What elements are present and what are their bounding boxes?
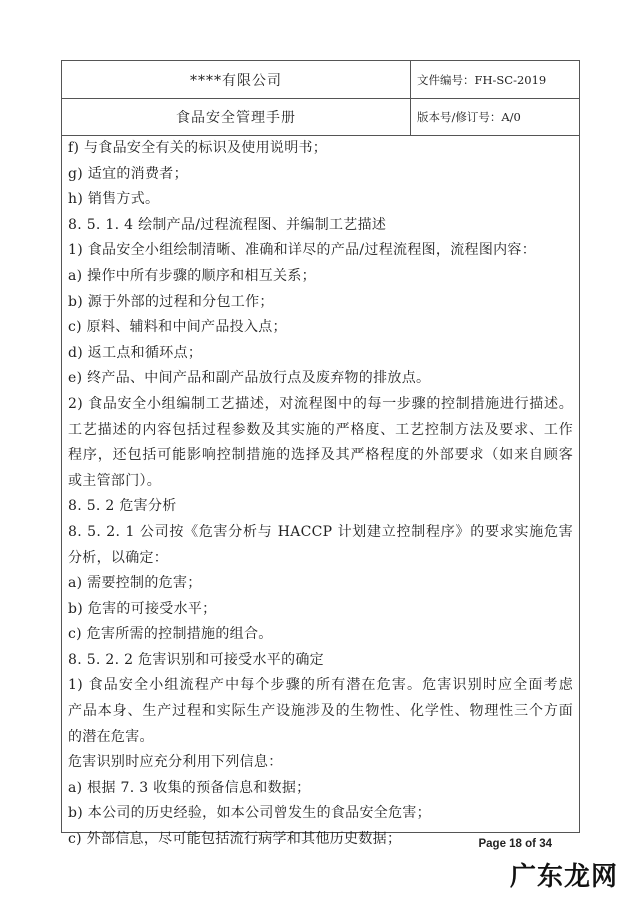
text-line: d) 返工点和循环点； <box>68 344 203 361</box>
page-number: Page 18 of 34 <box>478 838 552 850</box>
document-number: 文件编号：FH-SC-2019 <box>417 72 547 87</box>
header-row-company <box>62 61 579 99</box>
body-text <box>62 136 579 853</box>
text-line: 1) 食品安全小组流程产中每个步骤的所有潜在危害。危害识别时应全面考虑 <box>68 677 573 694</box>
section-heading: 8. 5. 2 危害分析 <box>68 498 177 515</box>
text-line: 程序，还包括可能影响控制措施的选择及其严格程度的外部要求（如来自顾客 <box>68 447 573 464</box>
text-line: h) 销售方式。 <box>68 191 160 208</box>
text-line: e) 终产品、中间产品和副产品放行点及废弃物的排放点。 <box>68 370 431 387</box>
text-line: 1) 食品安全小组绘制清晰、准确和详尽的产品/过程流程图，流程图内容： <box>68 242 537 259</box>
text-line: c) 外部信息，尽可能包括流行病学和其他历史数据； <box>68 831 402 848</box>
text-line: c) 危害所需的控制措施的组合。 <box>68 626 273 643</box>
version-number: 版本号/修订号：A/0 <box>417 109 521 124</box>
text-line: 2) 食品安全小组编制工艺描述，对流程图中的每一步骤的控制措施进行描述。 <box>68 395 573 412</box>
section-heading: 8. 5. 1. 4 绘制产品/过程流程图、并编制工艺描述 <box>68 216 387 233</box>
text-line: 分析，以确定： <box>68 549 169 566</box>
manual-title: 食品安全管理手册 <box>62 98 411 135</box>
text-line: a) 需要控制的危害； <box>68 575 202 592</box>
text-line: 的潜在危害。 <box>68 728 154 745</box>
text-line: b) 源于外部的过程和分包工作； <box>68 293 274 310</box>
header-row-title <box>62 98 579 136</box>
text-line: a) 操作中所有步骤的顺序和相互关系； <box>68 267 316 284</box>
text-line: 或主管部门）。 <box>68 472 162 489</box>
text-line: b) 本公司的历史经验，如本公司曾发生的食品安全危害； <box>68 805 431 822</box>
text-line: g) 适宜的消费者； <box>68 165 188 182</box>
text-line: a) 根据 7. 3 收集的预备信息和数据； <box>68 779 311 796</box>
watermark-logo: 广东龙网 <box>510 862 619 892</box>
text-line: f) 与食品安全有关的标识及使用说明书； <box>68 140 328 156</box>
text-line: 产品本身、生产过程和实际生产设施涉及的生物性、化学性、物理性三个方面 <box>68 703 573 720</box>
section-heading: 8. 5. 2. 2 危害识别和可接受水平的确定 <box>68 651 324 668</box>
text-line: 危害识别时应充分利用下列信息： <box>68 754 283 771</box>
text-line: b) 危害的可接受水平； <box>68 600 217 617</box>
text-line: 8. 5. 2. 1 公司按《危害分析与 HACCP 计划建立控制程序》的要求实施危害 <box>68 523 573 540</box>
text-line: c) 原料、辅料和中间产品投入点； <box>68 319 287 336</box>
company-name: ****有限公司 <box>62 61 411 98</box>
text-line: 工艺描述的内容包括过程参数及其实施的严格度、工艺控制方法及要求、工作 <box>68 421 573 438</box>
